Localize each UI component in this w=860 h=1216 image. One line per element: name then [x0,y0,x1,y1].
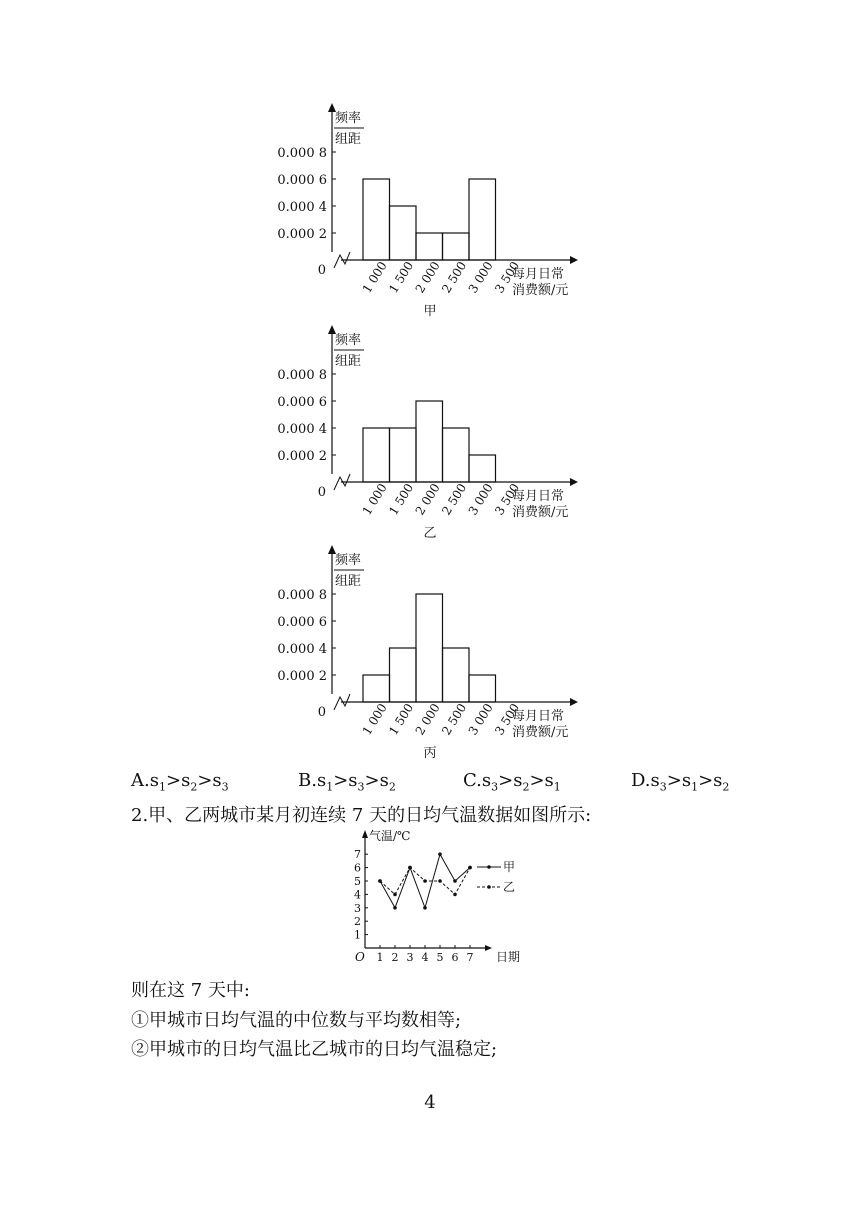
histogram-bar [416,401,443,482]
y-tick-label: 0.000 8 [277,368,327,383]
histogram-bar [390,206,417,260]
x-tick-label: 3 500 [492,259,523,296]
origin-label: 0 [317,705,326,720]
xlabel-line-2: 消费额/元 [512,505,569,520]
legend-yi-marker [487,885,491,889]
histogram-bing [270,542,600,762]
y-tick-label: 0.000 2 [277,227,327,242]
y-tick-label: 0.000 2 [277,669,327,684]
xlabel-line-2: 消费额/元 [512,725,569,740]
x-tick-label: 2 [391,951,399,964]
x-tick-label: 5 [436,951,444,964]
series-yi-point [453,893,457,897]
histogram-bar [416,233,443,260]
option-d[interactable]: $D.s_3>s_1>s_2$ [631,770,730,794]
histogram-jia [270,100,600,320]
x-tick-label: 1 500 [386,259,417,296]
ylabel-top: 频率 [335,111,362,126]
y-tick-label: 0.000 4 [277,200,327,215]
statement-2: ②甲城市的日均气温比乙城市的日均气温稳定; [131,1039,498,1060]
x-tick-label: 1 000 [359,701,390,738]
y-tick-label: 4 [354,888,361,902]
y-tick-label: 3 [354,901,361,915]
y-tick-label: 0.000 6 [277,615,327,630]
legend-yi-label: 乙 [503,880,516,894]
x-tick-label: 1 [376,951,384,964]
option-b[interactable]: $B.s_1>s_3>s_2$ [298,770,396,794]
histogram-bar [390,428,417,482]
ylabel-top: 频率 [335,333,362,348]
x-tick-label: 3 000 [465,701,496,738]
histogram-caption: 乙 [423,526,437,541]
x-axis-arrow [570,256,578,264]
y-tick-label: 0.000 6 [277,395,327,410]
x-tick-label: 1 500 [386,701,417,738]
ylabel-bottom: 组距 [335,574,362,589]
x-tick-label: 1 500 [386,481,417,518]
xlabel-line-1: 每月日常 [512,489,565,504]
series-yi-point [408,866,412,870]
series-jia-point [453,879,457,883]
histogram-bar [443,648,470,702]
ylabel-bottom: 组距 [335,132,362,147]
x-tick-label: 3 500 [492,481,523,518]
xlabel-line-1: 每月日常 [512,267,565,282]
histogram-bar [390,648,417,702]
histogram-bar [443,428,470,482]
line-intro: 则在这 7 天中: [131,980,250,1001]
xlabel-line-2: 消费额/元 [512,283,569,298]
temperature-line-chart [335,828,535,970]
series-yi-point [378,879,382,883]
x-axis-label: 日期 [496,950,521,964]
y-axis-label: 气温/℃ [369,829,411,843]
x-tick-label: 1 000 [359,481,390,518]
y-tick-label: 0.000 8 [277,588,327,603]
x-tick-label: 2 500 [439,701,470,738]
series-yi-point [438,879,442,883]
page-number: 4 [424,1092,436,1113]
x-axis-arrow [570,698,578,706]
histogram-caption: 丙 [423,746,437,761]
y-axis-arrow [362,830,368,838]
x-tick-label: 2 500 [439,481,470,518]
histogram-bar [469,179,496,260]
x-axis-arrow [485,945,492,951]
histogram-bar [416,594,443,702]
xlabel-line-1: 每月日常 [512,709,565,724]
y-tick-label: 5 [354,875,361,888]
x-tick-label: 3 000 [465,259,496,296]
x-tick-label: 4 [421,951,429,964]
y-tick-label: 6 [354,861,361,875]
x-tick-label: 1 000 [359,259,390,296]
histogram-bar [443,233,470,260]
option-a[interactable]: $A.s_1>s_2>s_3$ [131,770,229,794]
x-axis-arrow [570,478,578,486]
series-yi-point [393,893,397,897]
origin-label: O [355,950,365,964]
series-jia-point [438,852,442,856]
x-tick-label: 3 000 [465,481,496,518]
y-tick-label: 0.000 8 [277,146,327,161]
histogram-bar [363,675,390,702]
ylabel-bottom: 组距 [335,354,362,369]
histogram-bar [469,455,496,482]
x-tick-label: 7 [466,951,474,964]
ylabel-top: 频率 [335,553,362,568]
x-tick-label: 2 000 [412,259,443,296]
y-tick-label: 0.000 2 [277,449,327,464]
histogram-bar [363,428,390,482]
y-tick-label: 0.000 6 [277,173,327,188]
legend-jia-marker [487,865,491,869]
x-tick-label: 2 000 [412,481,443,518]
series-jia-point [423,906,427,910]
histogram-caption: 甲 [423,304,437,319]
histogram-bar [469,675,496,702]
y-tick-label: 0.000 4 [277,642,327,657]
x-tick-label: 3 500 [492,701,523,738]
series-yi-point [468,866,472,870]
origin-label: 0 [317,485,326,500]
y-tick-label: 1 [354,928,361,942]
series-jia-point [393,906,397,910]
option-c[interactable]: $C.s_3>s_2>s_1$ [463,770,561,794]
x-tick-label: 6 [451,951,459,964]
x-tick-label: 2 500 [439,259,470,296]
y-tick-label: 2 [354,915,361,929]
y-tick-label: 0.000 4 [277,422,327,437]
y-tick-label: 7 [354,848,361,862]
x-tick-label: 3 [406,951,414,964]
question-2: 2.甲、乙两城市某月初连续 7 天的日均气温数据如图所示: [131,805,592,826]
x-tick-label: 2 000 [412,701,443,738]
histogram-yi [270,322,600,542]
statement-1: ①甲城市日均气温的中位数与平均数相等; [131,1010,462,1031]
origin-label: 0 [317,263,326,278]
legend-jia-label: 甲 [503,860,516,874]
histogram-bar [363,179,390,260]
series-yi-point [423,879,427,883]
